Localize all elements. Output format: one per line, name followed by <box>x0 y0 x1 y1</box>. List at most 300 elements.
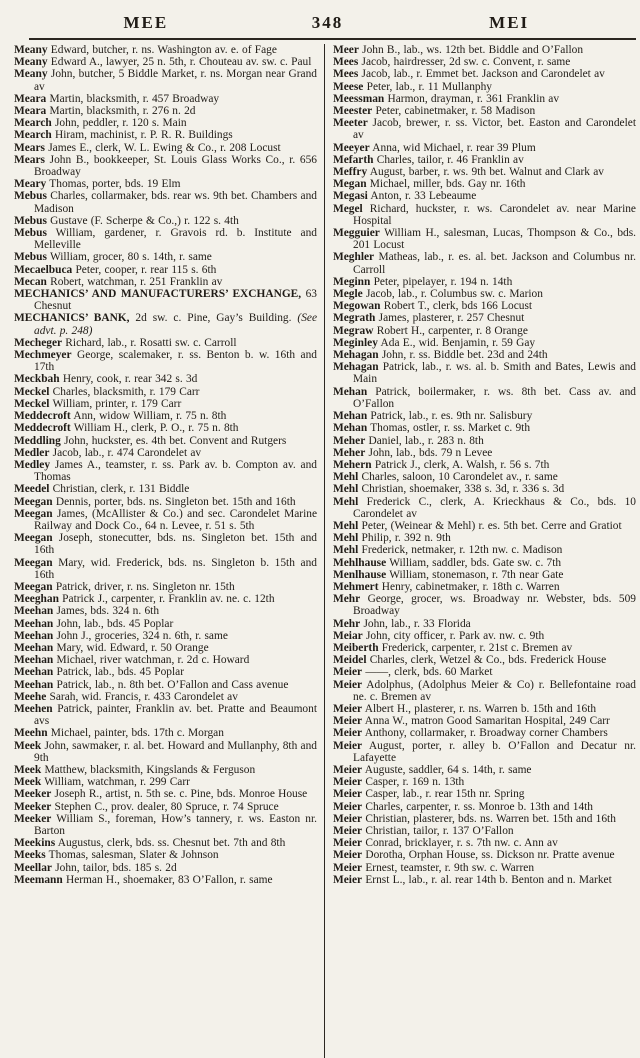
directory-entry <box>333 325 636 337</box>
entry-text: William S., foreman, How’s tannery, r. ws. Easton nr. Barton <box>34 812 317 837</box>
directory-entry <box>14 312 317 336</box>
entry-surname: Mees <box>333 56 359 69</box>
directory-entry <box>333 715 636 727</box>
entry-surname: Meer <box>333 44 359 56</box>
entry-text: John, butcher, 5 Biddle Market, r. ns. Morgan near Grand av <box>34 68 317 93</box>
entry-text: Gustave (F. Scherpe & Co.,) r. 122 s. 4th <box>46 214 239 227</box>
entry-text: James, bds. 324 n. 6th <box>53 605 160 618</box>
entry-surname: Meier <box>333 666 363 679</box>
entry-text: 2d sw. c. Pine, Gay’s Building. <box>129 312 298 325</box>
directory-entry <box>14 142 317 154</box>
entry-surname: Meehan <box>14 678 54 691</box>
directory-entry <box>333 788 636 800</box>
entry-surname: Megraw <box>333 324 374 337</box>
column-left <box>14 44 324 1058</box>
directory-entry <box>333 666 636 678</box>
entry-text: Frederick, carpenter, r. 21st c. Bremen av <box>378 641 573 654</box>
entry-surname: Meehe <box>14 690 47 703</box>
directory-entry <box>14 288 317 312</box>
entry-text: Anna W., matron Good Samaritan Hospital, 249 Carr <box>362 715 610 728</box>
entry-surname: Medler <box>14 446 50 459</box>
directory-entry <box>14 764 317 776</box>
entry-surname: Meese <box>333 80 364 93</box>
entry-text: Patrick, lab., n. 8th bet. O’Fallon and Cass avenue <box>53 678 289 691</box>
entry-text: Peter, cooper, r. rear 115 s. 6th <box>72 263 217 276</box>
entry-text: August, porter, r. alley b. O’Fallon and Decatur nr. Lafayette <box>353 739 636 764</box>
column-right <box>325 44 636 1058</box>
directory-entry <box>333 776 636 788</box>
directory-entry <box>14 666 317 678</box>
directory-entry <box>333 569 636 581</box>
entry-text: John, tailor, bds. 185 s. 2d <box>51 861 177 874</box>
directory-entry <box>14 117 317 129</box>
entry-surname: Mehl <box>333 483 359 496</box>
entry-surname: Meary <box>14 178 47 191</box>
entry-surname: Mehr <box>333 593 361 606</box>
entry-text: William, printer, r. 179 Carr <box>49 397 182 410</box>
page-header <box>0 0 640 38</box>
entry-text: Jacob, hairdresser, 2d sw. c. Convent, r. same <box>358 56 571 69</box>
directory-entry <box>333 349 636 361</box>
entry-text: Patrick, driver, r. ns. Singleton nr. 15th <box>52 580 235 593</box>
entry-text: Richard, lab., r. Rosatti sw. c. Carroll <box>62 336 237 349</box>
entry-surname: Meegan <box>14 507 53 520</box>
entry-surname: Mebus <box>14 227 47 240</box>
entry-surname: Mefarth <box>333 153 374 166</box>
entry-surname: Meehan <box>14 629 54 642</box>
entry-surname: Meher <box>333 434 366 447</box>
entry-surname: Meellar <box>14 861 52 874</box>
entry-text: William, stonemason, r. 7th near Gate <box>386 568 564 581</box>
entry-surname: Meddecroft <box>14 410 71 423</box>
entry-text: James A., teamster, r. ss. Park av. b. Compton av. and Thomas <box>34 458 317 484</box>
entry-text: Robert T., clerk, bds 166 Locust <box>380 300 533 313</box>
entry-surname: Meghler <box>333 251 375 264</box>
directory-entry <box>14 813 317 837</box>
entry-surname: Meek <box>14 763 42 776</box>
entry-surname: Meehan <box>14 617 54 630</box>
entry-text: Patrick, lab., bds. 45 Poplar <box>53 666 184 679</box>
directory-entry <box>333 81 636 93</box>
entry-text: Jacob, lab., r. Emmet bet. Jackson and Carondelet av <box>358 68 605 81</box>
header-right-key: MEI <box>489 13 530 32</box>
entry-surname: Mehan <box>333 410 368 423</box>
directory-entry <box>333 312 636 324</box>
directory-entry <box>333 142 636 154</box>
entry-surname: Mehl <box>333 471 359 484</box>
directory-entry <box>333 813 636 825</box>
directory-entry <box>14 605 317 617</box>
directory-entry <box>14 508 317 532</box>
entry-text: Conrad, bricklayer, r. s. 7th nw. c. Ann av <box>362 837 558 850</box>
entry-text: George, grocer, ws. Broadway nr. Webster, bds. 509 Broadway <box>353 593 636 618</box>
directory-entry <box>14 679 317 691</box>
entry-surname: Mehl <box>333 532 359 545</box>
entry-text: Charles, collarmaker, bds. rear ws. 9th bet. Chambers and Madison <box>34 190 317 215</box>
entry-surname: Meier <box>333 702 363 715</box>
entry-text: ——, clerk, bds. 60 Market <box>362 666 493 679</box>
entry-text: John J., groceries, 324 n. 6th, r. same <box>53 629 228 642</box>
directory-entry <box>14 642 317 654</box>
entry-surname: Mehlhause <box>333 556 387 569</box>
entry-surname: Mecaelbuca <box>14 263 73 276</box>
directory-entry <box>333 56 636 68</box>
entry-surname: Menlhause <box>333 568 387 581</box>
entry-surname: Meehen <box>14 702 53 715</box>
directory-entry <box>14 93 317 105</box>
entry-text: Peter, pipelayer, r. 194 n. 14th <box>370 275 513 288</box>
entry-surname: Meher <box>333 446 366 459</box>
entry-text: Ann, widow William, r. 75 n. 8th <box>70 410 227 423</box>
entry-text: Christian, clerk, r. 131 Biddle <box>49 483 190 496</box>
entry-surname: Mebus <box>14 214 47 227</box>
entry-text: William, watchman, r. 299 Carr <box>41 776 190 789</box>
entry-surname: Mehl <box>333 519 359 532</box>
entry-surname: Mearch <box>14 117 52 130</box>
entry-text: Ernest, teamster, r. 9th sw. c. Warren <box>362 861 535 874</box>
directory-entry <box>333 68 636 80</box>
directory-entry <box>333 642 636 654</box>
entry-text: Jacob, brewer, r. ss. Victor, bet. Easton and Carondelet av <box>353 117 636 142</box>
directory-entry <box>14 630 317 642</box>
entry-surname: Meier <box>333 715 363 728</box>
entry-text: Patrick, boilermaker, r. ws. 8th bet. Cass av. and O’Fallon <box>353 385 636 410</box>
directory-entry <box>333 117 636 141</box>
entry-surname: Mehl <box>333 495 359 508</box>
entry-text: Peter, (Weinear & Mehl) r. es. 5th bet. Cerre and Gratiot <box>358 519 622 532</box>
entry-text: Auguste, saddler, 64 s. 14th, r. same <box>362 763 532 776</box>
entry-surname: Meginn <box>333 275 371 288</box>
entry-surname: Meier <box>333 861 363 874</box>
entry-surname: Meckbah <box>14 373 60 386</box>
entry-surname: Meier <box>333 678 363 691</box>
entry-text: 63 Chesnut <box>34 288 317 313</box>
entry-text: Matheas, lab., r. es. al. bet. Jackson and Columbus nr. Carroll <box>353 251 636 276</box>
entry-surname: Meester <box>333 105 373 118</box>
entry-surname: Mecheger <box>14 336 63 349</box>
entry-surname: Meany <box>14 56 48 69</box>
entry-surname: Mears <box>14 153 45 166</box>
entry-surname: Meeker <box>14 812 52 825</box>
directory-entry <box>14 532 317 556</box>
entry-surname: Meedel <box>14 483 50 496</box>
entry-surname: Mebus <box>14 251 47 264</box>
directory-entry <box>333 203 636 227</box>
entry-text: John, lab., r. 33 Florida <box>360 617 471 630</box>
entry-surname: Meegan <box>14 495 53 508</box>
entry-text: Thomas, salesman, Slater & Johnson <box>45 849 219 862</box>
entry-surname: Meehan <box>14 654 54 667</box>
entry-text: Christian, shoemaker, 338 s. 3d, r. 336 s. 3d <box>358 483 565 496</box>
entry-text: Ernst L., lab., r. al. rear 14th b. Benton and n. Market <box>362 873 612 886</box>
directory-entry <box>333 801 636 813</box>
entry-surname: Meehan <box>14 641 54 654</box>
entry-surname: Meddecroft <box>14 422 71 435</box>
directory-entry <box>333 251 636 275</box>
directory-entry <box>333 459 636 471</box>
entry-surname: Meeghan <box>14 593 59 606</box>
entry-text: Peter, cabinetmaker, r. 58 Madison <box>372 105 536 118</box>
directory-entry <box>14 264 317 276</box>
entry-surname: Meier <box>333 812 363 825</box>
entry-text: Michael, miller, bds. Gay nr. 16th <box>366 178 526 191</box>
entry-surname: Meier <box>333 873 363 886</box>
entry-surname: Mearch <box>14 129 52 142</box>
directory-entry <box>14 593 317 605</box>
entry-surname: Meeker <box>14 788 52 801</box>
entry-text: Christian, plasterer, bds. ns. Warren bet. 15th and 16th <box>362 812 616 825</box>
entry-text: Henry, cook, r. rear 342 s. 3d <box>59 373 198 386</box>
entry-surname: Meier <box>333 849 363 862</box>
entry-surname: Meier <box>333 825 363 837</box>
directory-entry <box>333 764 636 776</box>
entry-surname: Meessman <box>333 92 385 105</box>
entry-surname: Meier <box>333 739 363 752</box>
directory-entry <box>333 520 636 532</box>
directory-entry <box>14 129 317 141</box>
entry-surname: Meckel <box>14 397 50 410</box>
entry-surname: Meeyer <box>333 141 370 154</box>
directory-entry <box>14 398 317 410</box>
entry-text: Charles, carpenter, r. ss. Monroe b. 13th and 14th <box>362 800 593 813</box>
directory-entry <box>14 496 317 508</box>
entry-text: Dorotha, Orphan House, ss. Dickson nr. Pratte avenue <box>362 849 615 862</box>
entry-surname: Mehmert <box>333 580 379 593</box>
entry-surname: Meckel <box>14 385 50 398</box>
directory-entry <box>333 630 636 642</box>
directory-entry <box>333 386 636 410</box>
directory-entry <box>14 557 317 581</box>
directory-entry <box>333 618 636 630</box>
entry-text: Joseph R., artist, n. 5th se. c. Pine, bds. Monroe House <box>51 788 308 801</box>
directory-entry <box>14 373 317 385</box>
directory-entry <box>14 483 317 495</box>
entry-text: Martin, blacksmith, r. 457 Broadway <box>46 92 220 105</box>
directory-entry <box>14 740 317 764</box>
directory-entry <box>14 435 317 447</box>
entry-text: Jacob, lab., r. 474 Carondelet av <box>49 446 202 459</box>
directory-entry <box>14 776 317 788</box>
entry-text: William H., salesman, Lucas, Thompson & Co., bds. 201 Locust <box>353 227 636 252</box>
entry-surname: Meier <box>333 727 363 740</box>
entry-text: Philip, r. 392 n. 9th <box>358 532 451 545</box>
directory-entry <box>14 727 317 739</box>
entry-text: James, plasterer, r. 257 Chesnut <box>375 312 525 325</box>
entry-text: Thomas, porter, bds. 19 Elm <box>46 178 181 191</box>
entry-surname: Meeks <box>14 849 46 862</box>
entry-surname: Meehan <box>14 666 54 679</box>
directory-entry <box>333 471 636 483</box>
entry-surname: MECHANICS’ BANK, <box>14 312 130 325</box>
directory-entry <box>14 422 317 434</box>
entry-text: Stephen C., prov. dealer, 80 Spruce, r. 74 Spruce <box>51 800 279 813</box>
directory-entry <box>333 190 636 202</box>
entry-surname: Meiberth <box>333 641 379 654</box>
entry-text: Dennis, porter, bds. ns. Singleton bet. 15th and 16th <box>52 495 296 508</box>
entry-text: Casper, r. 169 n. 13th <box>362 776 465 789</box>
entry-surname: Meier <box>333 776 363 789</box>
directory-entry <box>333 435 636 447</box>
directory-entry <box>14 178 317 190</box>
entry-text: James, (McAllister & Co.) and sec. Carondelet Marine Railway and Dock Co., 64 n. Levee, r. 51 s. 5th <box>34 507 317 532</box>
entry-text: Michael, painter, bds. 17th c. Morgan <box>47 727 224 740</box>
directory-entry <box>14 44 317 56</box>
directory-columns <box>0 40 640 1058</box>
directory-entry <box>14 618 317 630</box>
directory-entry <box>333 557 636 569</box>
directory-entry <box>14 703 317 727</box>
entry-surname: Meier <box>333 788 363 801</box>
directory-entry <box>333 593 636 617</box>
directory-entry <box>14 56 317 68</box>
directory-entry <box>333 93 636 105</box>
directory-entry <box>333 300 636 312</box>
directory-entry <box>333 862 636 874</box>
directory-entry <box>14 691 317 703</box>
directory-entry <box>333 874 636 886</box>
entry-surname: Meany <box>14 68 48 81</box>
directory-entry <box>14 654 317 666</box>
entry-text: Anton, r. 33 Lebeaume <box>367 190 477 203</box>
directory-entry <box>333 727 636 739</box>
entry-see-advt: (See advt. p. 248) <box>34 312 318 337</box>
entry-text: Frederick, netmaker, r. 12th nw. c. Madison <box>358 544 563 557</box>
directory-entry <box>14 337 317 349</box>
directory-entry <box>14 276 317 288</box>
directory-entry <box>14 862 317 874</box>
entry-surname: Megan <box>333 178 367 191</box>
entry-surname: Meier <box>333 837 363 850</box>
entry-surname: Meemann <box>14 873 63 886</box>
directory-entry <box>14 154 317 178</box>
entry-text: Anthony, collarmaker, r. Broadway corner Chambers <box>362 727 608 740</box>
entry-surname: Meekins <box>14 837 56 850</box>
directory-entry <box>333 679 636 703</box>
entry-text: Patrick, lab., r. es. 9th nr. Salisbury <box>367 410 533 423</box>
entry-text: Charles, tailor, r. 46 Franklin av <box>373 153 524 166</box>
directory-entry <box>333 703 636 715</box>
directory-entry <box>333 544 636 556</box>
directory-entry <box>333 410 636 422</box>
entry-text: Joseph, stonecutter, bds. ns. Singleton bet. 15th and 16th <box>34 532 317 557</box>
entry-text: Patrick, lab., r. ws. al. b. Smith and Bates, Lewis and Main <box>353 361 636 386</box>
directory-entry <box>333 105 636 117</box>
directory-entry <box>14 459 317 483</box>
directory-entry <box>14 215 317 227</box>
entry-text: John, peddler, r. 120 s. Main <box>51 117 187 130</box>
directory-entry <box>333 154 636 166</box>
directory-entry <box>333 581 636 593</box>
directory-entry <box>14 68 317 92</box>
directory-entry <box>333 825 636 837</box>
directory-entry <box>333 496 636 520</box>
entry-text: Peter, lab., r. 11 Mullanphy <box>363 80 492 93</box>
entry-surname: Meek <box>14 739 42 752</box>
directory-entry <box>14 190 317 214</box>
entry-text: Hiram, machinist, r. P. R. R. Buildings <box>51 129 233 142</box>
entry-surname: Mehagan <box>333 361 379 374</box>
directory-entry <box>333 276 636 288</box>
entry-text: John, sawmaker, r. al. bet. Howard and Mullanphy, 8th and 9th <box>34 739 317 764</box>
entry-text: Robert H., carpenter, r. 8 Orange <box>373 324 528 337</box>
entry-surname: MECHANICS’ AND MANUFACTURERS’ EXCHANGE, <box>14 288 302 301</box>
entry-text: Edward A., lawyer, 25 n. 5th, r. Chouteau av. sw. c. Paul <box>47 56 312 69</box>
entry-text: John, lab., bds. 45 Poplar <box>53 617 174 630</box>
entry-surname: Mehagan <box>333 349 379 362</box>
entry-surname: Meier <box>333 763 363 776</box>
directory-entry <box>14 105 317 117</box>
entry-surname: Meegan <box>14 556 53 569</box>
entry-text: Albert H., plasterer, r. ns. Warren b. 15th and 16th <box>362 702 597 715</box>
entry-surname: Meehan <box>14 605 54 618</box>
directory-entry <box>333 483 636 495</box>
entry-surname: Megel <box>333 202 363 215</box>
entry-text: Frederick C., clerk, A. Krieckhaus & Co., bds. 10 Carondelet av <box>353 495 636 520</box>
directory-entry <box>14 227 317 251</box>
directory-entry <box>333 447 636 459</box>
entry-text: Robert, watchman, r. 251 Franklin av <box>46 275 223 288</box>
directory-entry <box>333 849 636 861</box>
directory-entry <box>14 386 317 398</box>
entry-surname: Mehan <box>333 422 368 435</box>
entry-surname: Meiar <box>333 629 363 642</box>
directory-entry <box>14 447 317 459</box>
directory-entry <box>333 422 636 434</box>
entry-text: George, scalemaker, r. ss. Benton b. w. 16th and 17th <box>34 349 317 374</box>
entry-surname: Mehern <box>333 458 372 471</box>
directory-entry <box>14 837 317 849</box>
directory-entry <box>333 740 636 764</box>
entry-text: Herman H., shoemaker, 83 O’Fallon, r. same <box>62 873 273 886</box>
entry-surname: Meany <box>14 44 48 56</box>
entry-text: William, grocer, 80 s. 14th, r. same <box>46 251 212 264</box>
entry-surname: Meara <box>14 92 47 105</box>
entry-text: Christian, tailor, r. 137 O’Fallon <box>362 825 514 837</box>
entry-surname: Mees <box>333 68 359 81</box>
entry-surname: Meidel <box>333 654 367 667</box>
directory-entry <box>14 410 317 422</box>
directory-entry <box>333 361 636 385</box>
entry-surname: Meek <box>14 776 42 789</box>
directory-entry <box>14 849 317 861</box>
entry-surname: Meeker <box>14 800 52 813</box>
entry-text: Richard, huckster, r. ws. Carondelet av. near Marine Hospital <box>353 202 636 227</box>
entry-text: William, saddler, bds. Gate sw. c. 7th <box>386 556 562 569</box>
entry-surname: Medley <box>14 458 51 471</box>
entry-text: Charles, saloon, 10 Carondelet av., r. same <box>358 471 558 484</box>
entry-surname: Mehr <box>333 617 361 630</box>
entry-text: Daniel, lab., r. 283 n. 8th <box>365 434 484 447</box>
entry-text: Mary, wid. Frederick, bds. ns. Singleton b. 15th and 16th <box>34 556 317 581</box>
directory-entry <box>14 349 317 373</box>
directory-entry <box>333 227 636 251</box>
directory-entry <box>333 337 636 349</box>
entry-text: John, lab., bds. 79 n Levee <box>365 446 493 459</box>
entry-text: William H., clerk, P. O., r. 75 n. 8th <box>70 422 239 435</box>
directory-entry <box>333 178 636 190</box>
entry-text: Matthew, blacksmith, Kingslands & Ferguson <box>41 763 256 776</box>
entry-text: Michael, river watchman, r. 2d c. Howard <box>53 654 250 667</box>
entry-text: William, gardener, r. Gravois rd. b. Institute and Melleville <box>34 227 317 252</box>
entry-text: Casper, lab., r. rear 15th nr. Spring <box>362 788 525 801</box>
entry-surname: Meffry <box>333 166 368 179</box>
entry-surname: Mehan <box>333 385 368 398</box>
entry-text: John, huckster, es. 4th bet. Convent and Rutgers <box>60 434 287 447</box>
entry-surname: Megrath <box>333 312 376 325</box>
entry-surname: Mechmeyer <box>14 349 72 362</box>
entry-surname: Megguier <box>333 227 380 240</box>
entry-text: Henry, cabinetmaker, r. 18th c. Warren <box>378 580 560 593</box>
